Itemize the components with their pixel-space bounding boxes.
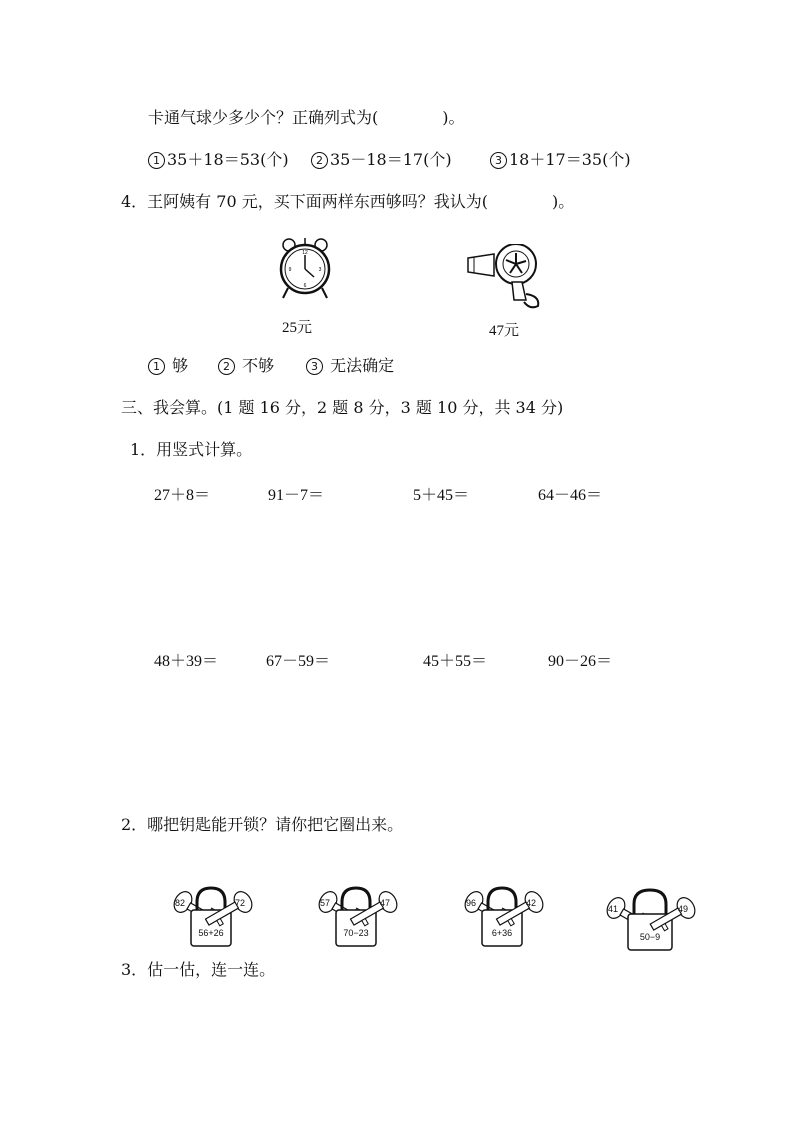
- circled-number: 2: [218, 358, 235, 375]
- calc-item: 48＋39＝: [154, 653, 219, 670]
- q3-option-1: [148, 150, 289, 170]
- option-text: 18＋17＝35(个): [509, 150, 631, 169]
- q3-option-2: [311, 150, 452, 170]
- q3-intro: 卡通气球少多少个？正确列式为( )。: [148, 108, 465, 127]
- s3-q2-title: 2．哪把钥匙能开锁？请你把它圈出来。: [121, 815, 404, 834]
- lock-group-3[interactable]: [446, 884, 558, 954]
- svg-text:12: 12: [302, 250, 308, 256]
- calc-item: 90－26＝: [548, 653, 613, 670]
- calc-item: 64－46＝: [538, 487, 603, 504]
- svg-text:3: 3: [318, 267, 322, 273]
- option-text: 35－18＝17(个): [330, 150, 452, 169]
- circled-number: 1: [148, 358, 165, 375]
- calc-item: 91－7＝: [268, 487, 325, 504]
- lock-expression: 70−23: [343, 928, 369, 938]
- circled-number: 3: [490, 152, 507, 169]
- key-left-label: 41: [608, 904, 619, 914]
- calc-item: 27＋8＝: [154, 487, 211, 504]
- option-text: 35＋18＝53(个): [167, 150, 289, 169]
- circled-number: 1: [148, 152, 165, 169]
- lock-group-4[interactable]: [594, 888, 706, 958]
- s3-q1-title: 1．用竖式计算。: [130, 440, 253, 459]
- key-left-label: 96: [466, 898, 477, 908]
- key-right-label: 42: [526, 898, 537, 908]
- q4-option-2: [218, 356, 274, 376]
- lock-expression: 6+36: [491, 928, 513, 938]
- lock-group-2[interactable]: [300, 884, 412, 954]
- hair-dryer-icon: [466, 244, 550, 310]
- lock-expression: 50−9: [639, 932, 661, 942]
- section3-title: 三、我会算。(1 题 16 分，2 题 8 分，3 题 10 分，共 34 分): [121, 398, 564, 417]
- option-text: 无法确定: [330, 356, 395, 375]
- key-right-label: 49: [678, 904, 689, 914]
- option-text: 不够: [242, 356, 275, 375]
- s3-q3-title: 3．估一估，连一连。: [121, 960, 276, 979]
- q4-text: 4．王阿姨有 70 元，买下面两样东西够吗？我认为( )。: [121, 192, 575, 211]
- key-right-label: 72: [235, 898, 246, 908]
- alarm-clock-icon: [274, 236, 336, 302]
- key-right-label: 47: [380, 898, 391, 908]
- q4-option-3: [306, 356, 394, 376]
- key-left-label: 82: [175, 898, 186, 908]
- circled-number: 2: [311, 152, 328, 169]
- clock-price: 25元: [282, 320, 313, 336]
- dryer-price: 47元: [489, 323, 520, 339]
- q4-option-1: [148, 356, 188, 376]
- svg-text:6: 6: [303, 283, 307, 289]
- circled-number: 3: [306, 358, 323, 375]
- calc-item: 5＋45＝: [413, 487, 470, 504]
- calc-item: 45＋55＝: [423, 653, 488, 670]
- lock-expression: 56+26: [198, 928, 224, 938]
- key-left-label: 57: [320, 898, 331, 908]
- lock-group-1[interactable]: [155, 884, 267, 954]
- option-text: 够: [172, 356, 189, 375]
- calc-item: 67－59＝: [266, 653, 331, 670]
- q3-option-3: [490, 150, 631, 170]
- svg-text:9: 9: [288, 267, 292, 273]
